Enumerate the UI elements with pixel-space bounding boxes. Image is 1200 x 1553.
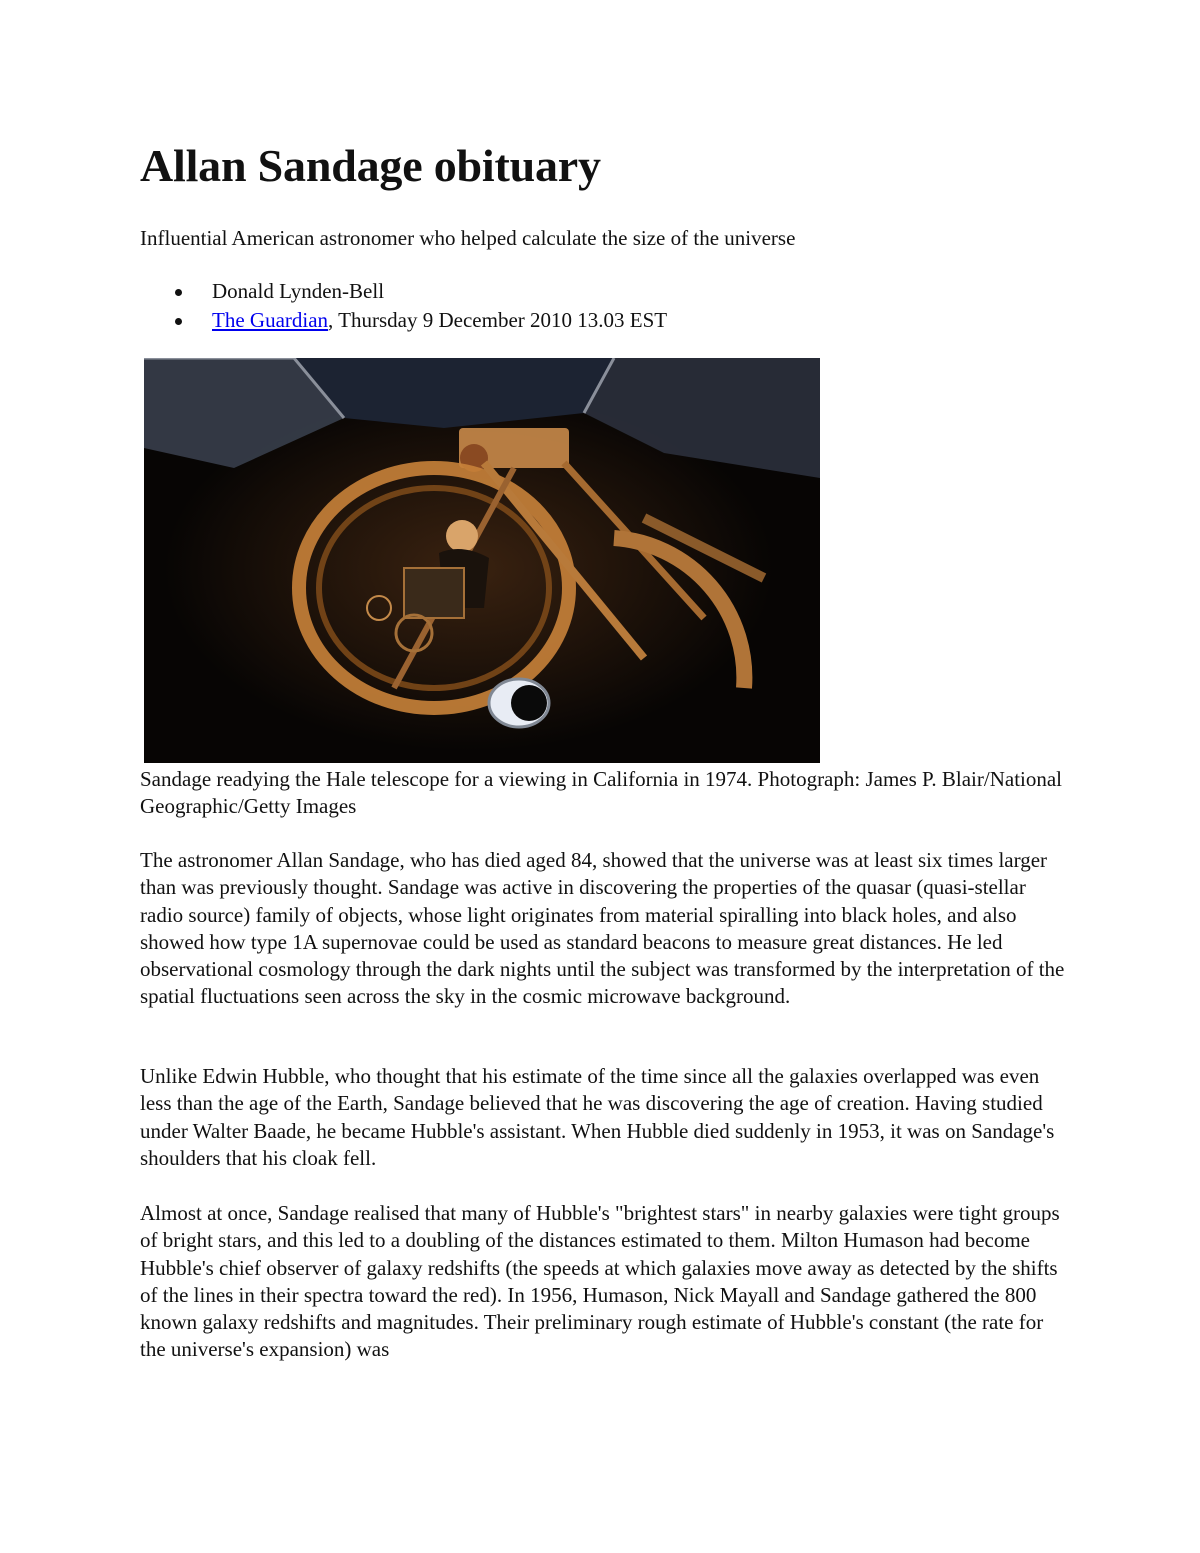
byline-source-item [140, 306, 667, 335]
body-paragraph: Almost at once, Sandage realised that many of Hubble's "brightest stars" in nearby galaxies were tight groups of bright stars, and this led to a doubling of the distances estimated to them. Milton Humason had become Hubble's chief observer of galaxy redshifts (the speeds at which galaxies move away as detected by the shifts of the lines in their spectra toward the red). In 1956, Humason, Nick Mayall and Sandage gathered the 800 known galaxy redshifts and magnitudes. Their preliminary rough estimate of Hubble's constant (the rate for the universe's expansion) was [140, 1201, 1060, 1362]
photo-caption: Sandage readying the Hale telescope for a viewing in California in 1974. Photograph: James P. Blair/National Geographic/Getty Images [140, 767, 1063, 818]
article-photo [144, 358, 820, 763]
byline-list [140, 277, 667, 335]
article-title: Allan Sandage obituary [140, 140, 601, 191]
bullet-icon [175, 318, 182, 325]
article-standfirst: Influential American astronomer who helped calculate the size of the universe [140, 226, 796, 250]
body-paragraph: Unlike Edwin Hubble, who thought that his estimate of the time since all the galaxies overlapped was even less than the age of the Earth, Sandage believed that he was discovering the age of creation. Having studied under Walter Baade, he became Hubble's assistant. When Hubble died suddenly in 1953, it was on Sandage's shoulders that his cloak fell. [140, 1064, 1055, 1170]
source-link[interactable]: The Guardian [212, 308, 329, 332]
byline-author-item [140, 277, 667, 306]
publication-date: , Thursday 9 December 2010 13.03 EST [328, 308, 668, 332]
body-paragraph: The astronomer Allan Sandage, who has died aged 84, showed that the universe was at least six times larger than was previously thought. Sandage was active in discovering the properties of the quasar (quasi-stellar radio source) family of objects, whose light originates from material spiralling into black holes, and also showed how type 1A supernovae could be used as standard beacons to measure great distances. He led observational cosmology through the dark nights until the subject was transformed by the interpretation of the spatial fluctuations seen across the sky in the cosmic microwave background. [140, 848, 1065, 1009]
bullet-icon [175, 289, 182, 296]
author-name: Donald Lynden-Bell [212, 279, 385, 303]
